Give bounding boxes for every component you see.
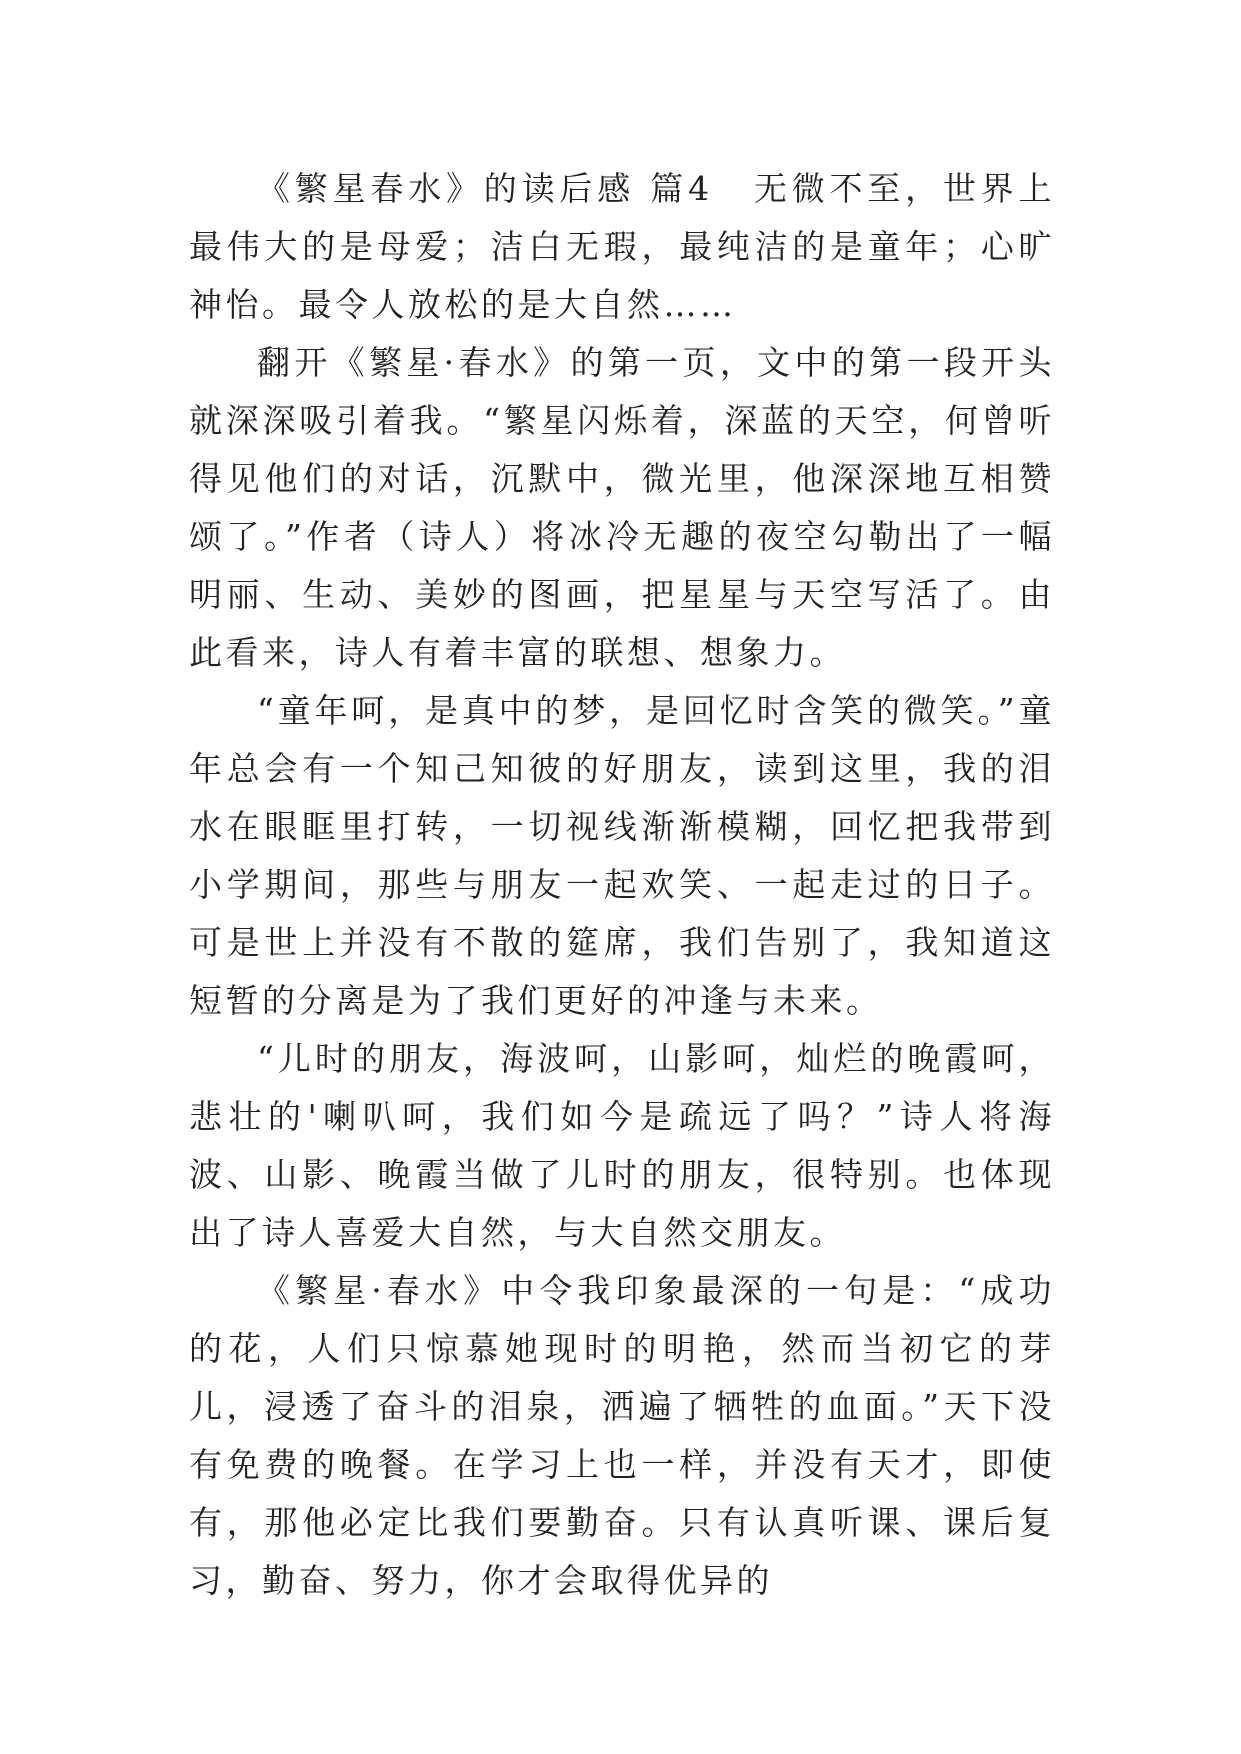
paragraph-3: “童年呵，是真中的梦，是回忆时含笑的微笑。”童年总会有一个知己知彼的好朋友，读到这里，我的泪水在眼眶里打转，一切视线渐渐模糊，回忆把我带到小学期间，那些与朋友一起欢笑、一起走过的日子。可是世上并没有不散的筵席，我们告别了，我知道这短暂的分离是为了我们更好的冲逢与未来。 [189,691,1055,1020]
paragraph-2: 翻开《繁星·春水》的第一页，文中的第一段开头就深深吸引着我。“繁星闪烁着，深蓝的天空，何曾听得见他们的对话，沉默中，微光里，他深深地互相赞颂了。”作者（诗人）将冰冷无趣的夜空勾勒出了一幅明丽、生动、美妙的图画，把星星与天空写活了。由此看来，诗人有着丰富的联想、想象力。 [189,343,1055,672]
paragraph-1: 无微不至，世界上最伟大的是母爱；洁白无瑕，最纯洁的是童年；心旷神怡。最令人放松的是大自然…… [189,169,1055,324]
paragraph-5: 《繁星·春水》中令我印象最深的一句是：“成功的花，人们只惊慕她现时的明艳，然而当初它的芽儿，浸透了奋斗的泪泉，洒遍了牺牲的血面。”天下没有免费的晚餐。在学习上也一样，并没有天才，即使有，那他必定比我们要勤奋。只有认真听课、课后复习，勤奋、努力，你才会取得优异的 [189,1271,1055,1600]
paragraph-4: “儿时的朋友，海波呵，山影呵，灿烂的晚霞呵，悲壮的'喇叭呵，我们如今是疏远了吗？”诗人将海波、山影、晚霞当做了儿时的朋友，很特别。也体现出了诗人喜爱大自然，与大自然交朋友。 [189,1039,1055,1252]
document-body [189,160,1055,1610]
document-heading: 《繁星春水》的读后感 篇4 [257,169,713,208]
intro-paragraph [189,160,1055,334]
